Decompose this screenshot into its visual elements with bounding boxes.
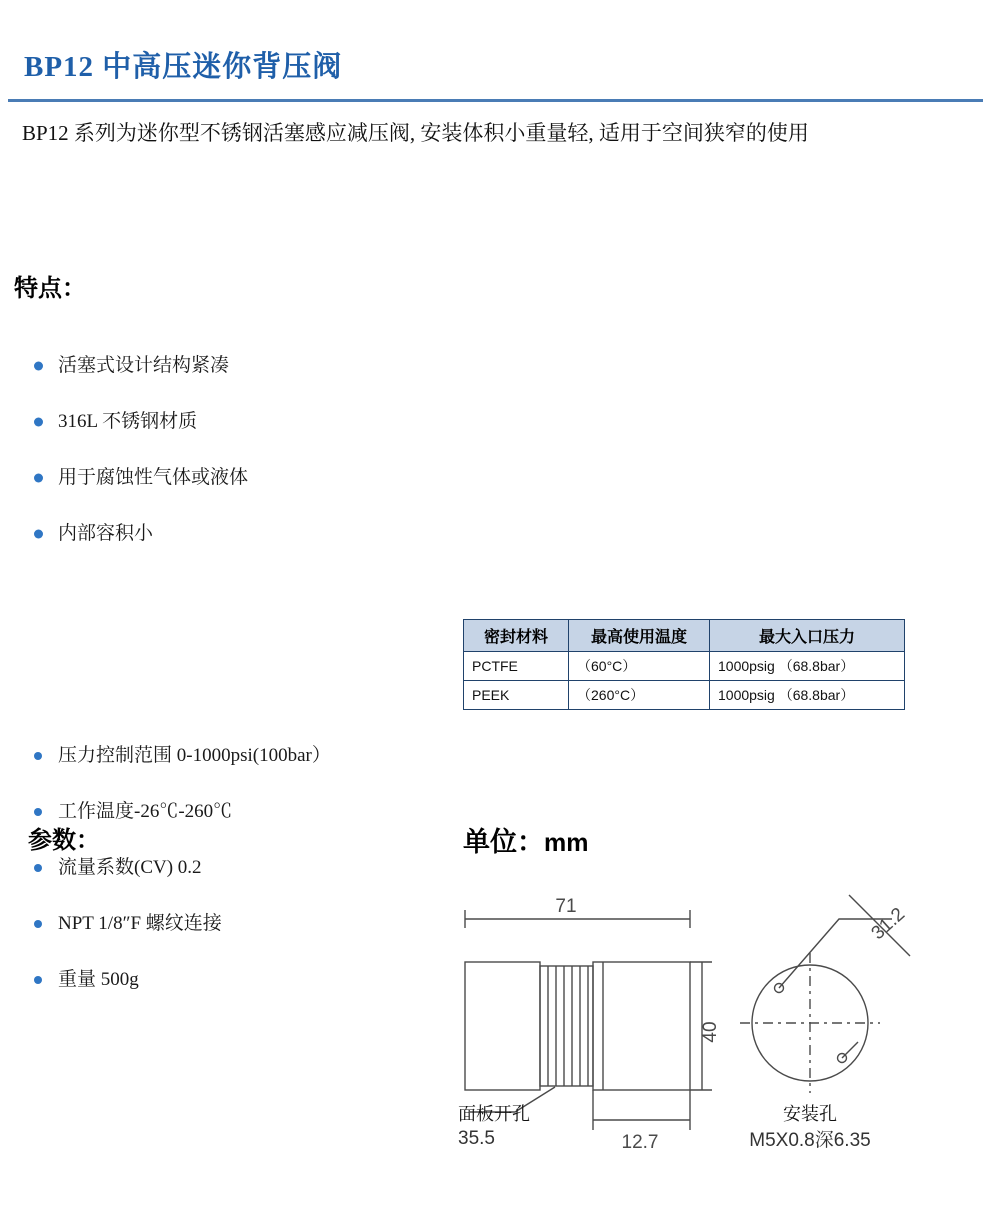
- list-item: [22, 394, 442, 450]
- intro-paragraph: BP12 系列为迷你型不锈钢活塞感应减压阀, 安装体积小重量轻, 适用于空间狭窄的使用: [22, 121, 809, 145]
- list-item-label: 活塞式设计结构紧凑: [58, 355, 230, 376]
- bullet-dot-icon: [34, 530, 43, 539]
- list-item: [22, 840, 442, 896]
- bullet-dot-icon: [34, 976, 42, 984]
- table-cell: 1000psig （68.8bar）: [710, 681, 905, 710]
- dimension-thread-length: 12.7: [621, 1132, 659, 1153]
- page-title: BP12 中高压迷你背压阀: [24, 51, 343, 83]
- units-value: mm: [544, 829, 589, 857]
- bullet-dot-icon: [34, 920, 42, 928]
- bullet-dot-icon: [34, 808, 42, 816]
- bullet-dot-icon: [34, 864, 42, 872]
- table-row: [464, 652, 905, 681]
- spec-table: [463, 619, 905, 710]
- list-item: [22, 338, 442, 394]
- list-item-label: NPT 1/8″F 螺纹连接: [58, 913, 222, 934]
- list-item-label: 用于腐蚀性气体或液体: [58, 467, 249, 488]
- list-item: [22, 506, 442, 562]
- list-item-label: 内部容积小: [58, 523, 154, 544]
- table-column-header: 密封材料: [464, 620, 569, 652]
- list-item-label: 316L 不锈钢材质: [58, 411, 198, 432]
- list-item: [22, 728, 442, 784]
- panel-hole-label: 面板开孔: [458, 1104, 530, 1124]
- parameters-list: [22, 728, 442, 1008]
- list-item-label: 流量系数(CV) 0.2: [58, 857, 202, 878]
- units-label: [463, 820, 588, 859]
- units-label-text: 单位：: [463, 827, 544, 857]
- table-cell: 1000psig （68.8bar）: [710, 652, 905, 681]
- table-row: [464, 681, 905, 710]
- list-item-label: 工作温度-26℃-260℃: [58, 801, 233, 822]
- list-item: [22, 450, 442, 506]
- title-divider: [8, 99, 983, 102]
- mounting-hole-spec: M5X0.8深6.35: [749, 1130, 871, 1151]
- list-item: [22, 784, 442, 840]
- list-item-label: 重量 500g: [58, 969, 139, 990]
- bullet-dot-icon: [34, 362, 43, 371]
- table-header-row: [464, 620, 905, 652]
- dimension-circle-diameter: 31.2: [867, 903, 910, 945]
- table-cell: （60°C）: [569, 652, 710, 681]
- table-column-header: 最大入口压力: [710, 620, 905, 652]
- table-cell: （260°C）: [569, 681, 710, 710]
- bullet-dot-icon: [34, 474, 43, 483]
- list-item-label: 压力控制范围 0-1000psi(100bar）: [58, 745, 331, 766]
- mounting-hole-label: 安装孔: [783, 1104, 837, 1124]
- parameters-heading: 参数：: [28, 828, 100, 854]
- list-item: [22, 952, 442, 1008]
- table-cell: PCTFE: [464, 652, 569, 681]
- list-item: [22, 896, 442, 952]
- bullet-dot-icon: [34, 418, 43, 427]
- bullet-dot-icon: [34, 752, 42, 760]
- table-column-header: 最高使用温度: [569, 620, 710, 652]
- technical-drawing: [440, 880, 980, 1190]
- table-cell: PEEK: [464, 681, 569, 710]
- dimension-length: 71: [555, 896, 577, 917]
- panel-hole-value: 35.5: [458, 1128, 495, 1149]
- features-list: [22, 338, 442, 562]
- dimension-height: 40: [700, 1021, 721, 1043]
- features-heading: 特点：: [14, 276, 86, 302]
